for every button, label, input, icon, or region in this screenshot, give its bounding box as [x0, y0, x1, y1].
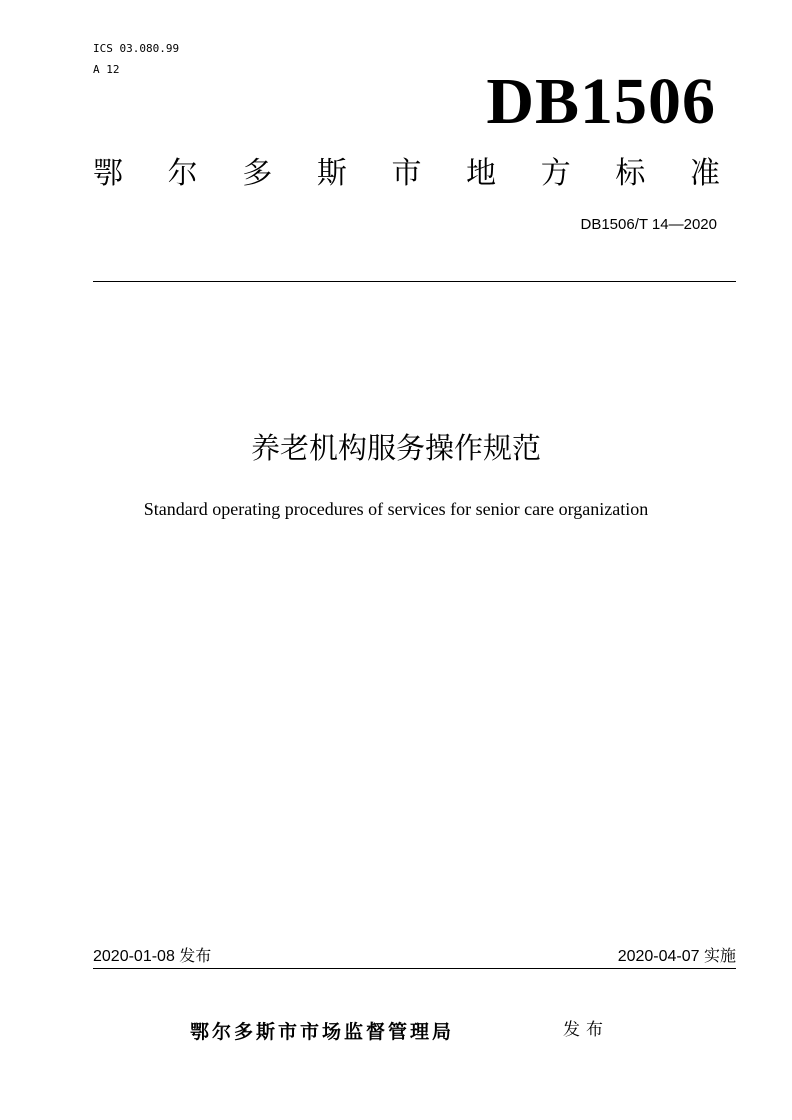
standard-type-char: 方	[540, 156, 571, 191]
header-divider	[93, 281, 736, 282]
ccs-code: A 12	[93, 63, 120, 76]
standard-type-char: 市	[391, 156, 422, 191]
standard-type-char: 地	[466, 156, 497, 191]
ics-code: ICS 03.080.99	[93, 42, 180, 55]
issue-date: 2020-01-08 发布	[93, 948, 212, 965]
standard-type	[93, 153, 720, 195]
standard-type-char: 多	[242, 156, 273, 191]
standard-type-char: 准	[690, 156, 720, 191]
issuing-authority: 鄂尔多斯市市场监督管理局	[190, 1021, 455, 1043]
standard-type-char: 斯	[316, 156, 347, 191]
title-chinese: 养老机构服务操作规范	[250, 431, 541, 465]
standard-number: DB1506/T 14—2020	[580, 216, 717, 233]
standard-type-char: 尔	[167, 156, 198, 191]
title-english: Standard operating procedures of services for senior care organization	[143, 499, 649, 519]
standard-type-char: 鄂	[93, 156, 123, 191]
issued-label: 发布	[563, 1020, 609, 1040]
implementation-date: 2020-04-07 实施	[617, 948, 736, 965]
footer-divider	[93, 968, 736, 969]
db-code: DB1506	[486, 65, 716, 138]
standard-type-char: 标	[615, 156, 646, 191]
